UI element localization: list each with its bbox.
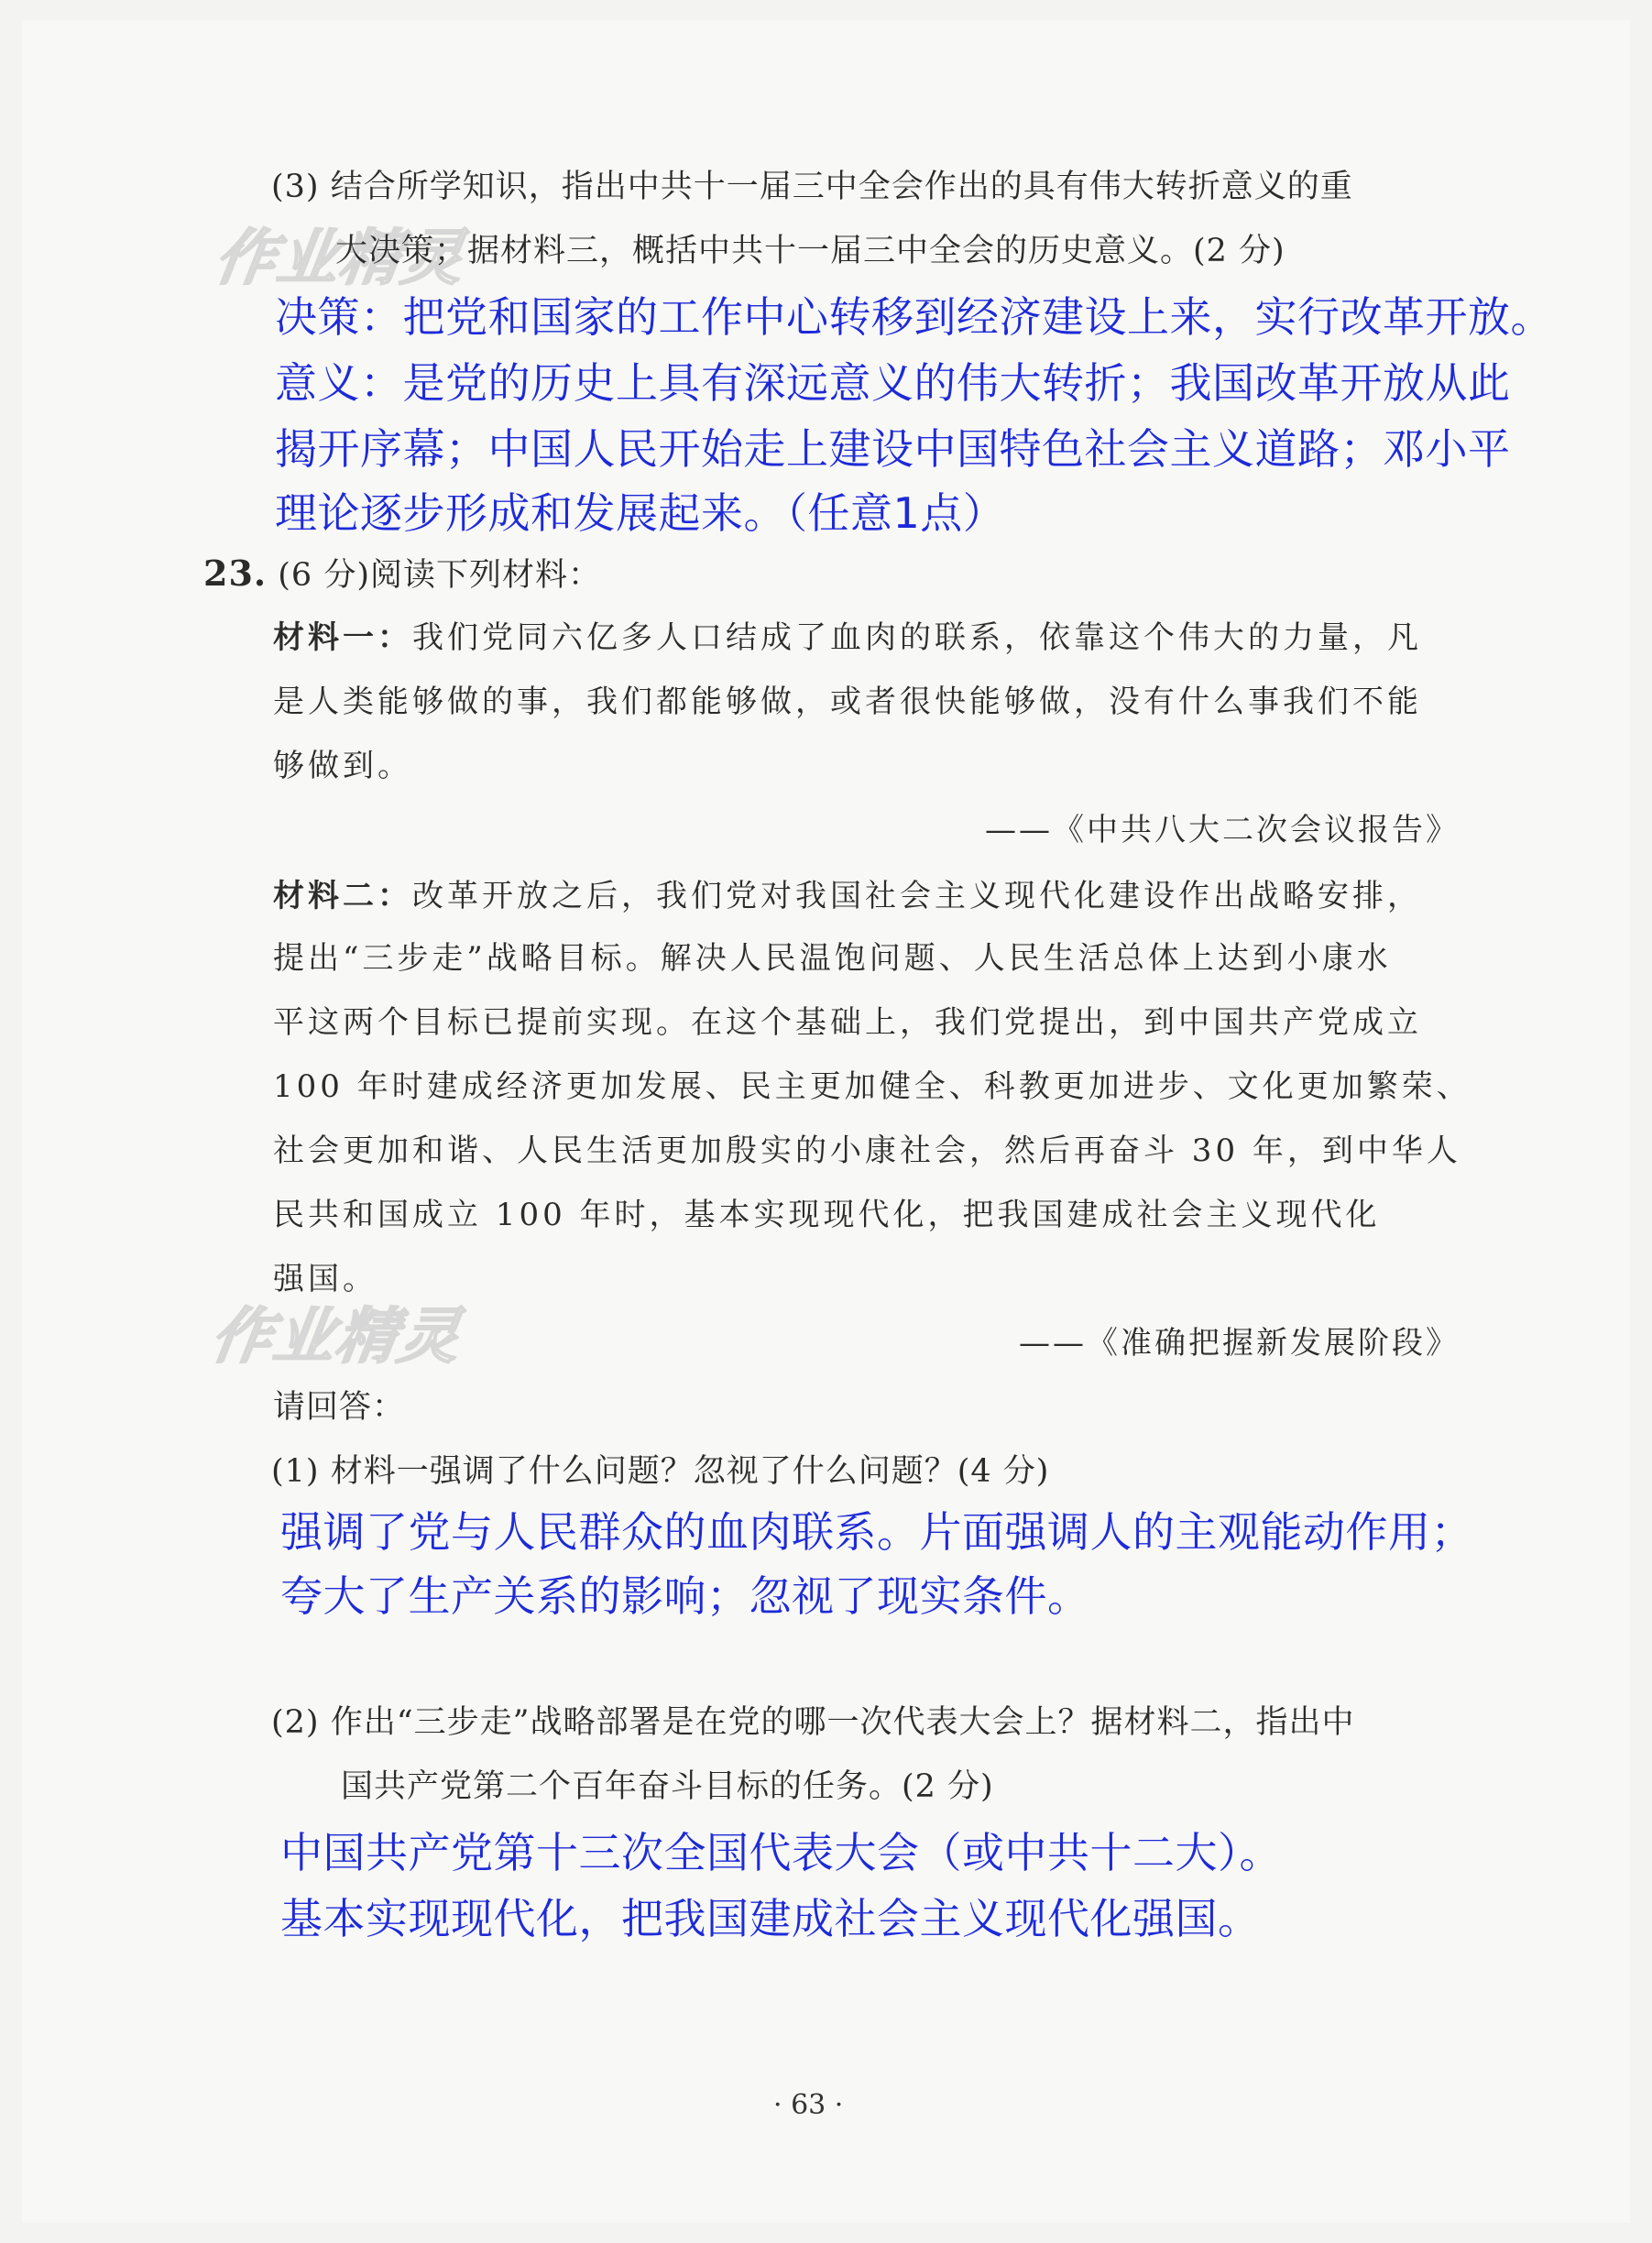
material1-line2: 是人类能够做的事，我们都能够做，或者很快能够做，没有什么事我们不能 [273, 684, 1422, 720]
q23-part2-answer-line2: 基本实现现代化，把我国建成社会主义现代化强国。 [280, 1894, 1261, 1943]
q23-part2-line2: 国共产党第二个百年奋斗目标的任务。(2 分) [341, 1768, 994, 1805]
q22-answer-line1: 决策：把党和国家的工作中心转移到经济建设上来，实行改革开放。 [275, 292, 1553, 342]
material2-line6: 民共和国成立 100 年时，基本实现现代化，把我国建成社会主义现代化 [273, 1197, 1381, 1233]
q23-part2-answer-line1: 中国共产党第十三次全国代表大会（或中共十二大）。 [280, 1828, 1282, 1877]
q23-part1-answer-line2: 夸大了生产关系的影响；忽视了现实条件。 [280, 1571, 1090, 1621]
material2-line5: 社会更加和谐、人民生活更加殷实的小康社会，然后再奋斗 30 年，到中华人 [273, 1132, 1461, 1169]
answer-prompt: 请回答： [273, 1389, 406, 1426]
material1-text-1: 我们党同六亿多人口结成了血肉的联系，依靠这个伟大的力量，凡 [412, 619, 1422, 656]
q22-part3-line2: 大决策；据材料三，概括中共十一届三中全会的历史意义。(2 分) [335, 233, 1285, 269]
material2-line2: 提出“三步走”战略目标。解决人民温饱问题、人民生活总体上达到小康水 [273, 940, 1392, 977]
material2-text-1: 改革开放之后，我们党对我国社会主义现代化建设作出战略安排， [412, 878, 1422, 914]
material2-line7: 强国。 [273, 1261, 377, 1297]
material1-source: ——《中共八大二次会议报告》 [985, 812, 1460, 848]
question-number: 23. [203, 553, 268, 594]
q22-answer-line4: 理论逐步形成和发展起来。（任意1点） [275, 488, 1006, 538]
q22-part3-line1: (3) 结合所学知识，指出中共十一届三中全会作出的具有伟大转折意义的重 [271, 169, 1353, 205]
q22-answer-line3: 揭开序幕；中国人民开始走上建设中国特色社会主义道路；邓小平 [275, 424, 1511, 474]
q23-part2-line1: (2) 作出“三步走”战略部署是在党的哪一次代表大会上？据材料二，指出中 [271, 1704, 1355, 1741]
q23-header [203, 550, 601, 596]
watermark-top: 作业精灵 [210, 223, 470, 293]
q23-part1-answer-line1: 强调了党与人民群众的血肉联系。片面强调人的主观能动作用； [280, 1507, 1473, 1557]
material1-line1 [273, 612, 1422, 657]
q23-header-text: (6 分)阅读下列材料： [278, 557, 601, 594]
page-number: · 63 · [773, 2089, 844, 2121]
material2-label: 材料二： [273, 878, 412, 914]
material2-line4: 100 年时建成经济更加发展、民主更加健全、科教更加进步、文化更加繁荣、 [273, 1068, 1471, 1105]
q23-part1-question: (1) 材料一强调了什么问题？忽视了什么问题？(4 分) [271, 1453, 1050, 1490]
watermark-middle: 作业精灵 [206, 1301, 466, 1372]
material1-label: 材料一： [273, 619, 412, 656]
material2-line1 [273, 870, 1422, 915]
material2-source: ——《准确把握新发展阶段》 [1019, 1325, 1460, 1362]
q22-answer-line2: 意义：是党的历史上具有深远意义的伟大转折；我国改革开放从此 [275, 358, 1511, 408]
material2-line3: 平这两个目标已提前实现。在这个基础上，我们党提出，到中国共产党成立 [273, 1004, 1422, 1041]
material1-line3: 够做到。 [273, 748, 412, 784]
